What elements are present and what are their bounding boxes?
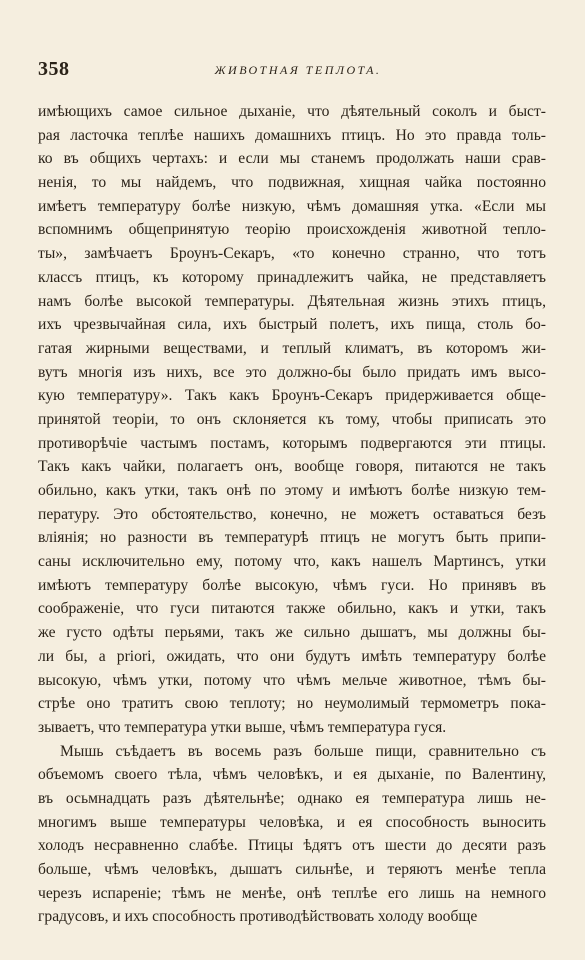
text-line: имѣющихъ самое сильное дыханіе, что дѣятельный соколъ и быст- <box>38 103 546 120</box>
body-text <box>38 100 546 929</box>
text-line: въ осьмнадцать разъ дѣятельнѣе; однако ея температура лишь не- <box>38 789 546 807</box>
text-line: саны исключительно ему, потому что, какъ нашелъ Мартинсъ, утки <box>38 553 546 571</box>
text-line: Мышь съѣдаетъ въ восемь разъ больше пищи, сравнительно съ <box>60 742 546 760</box>
text-line: принятой теоріи, то онъ склоняется къ тому, чтобы приписать это <box>38 410 546 428</box>
text-line: вутъ многія изъ нихъ, все это должно-бы было придать имъ высо- <box>38 363 546 381</box>
text-line: же густо одѣты перьями, такъ же сильно дышатъ, мы должны бы- <box>38 624 546 642</box>
text-line: обильно, какъ утки, такъ онѣ по этому и имѣютъ болѣе низкую тем- <box>38 482 546 499</box>
text-line: вліянія; но разности въ температурѣ птицъ не могутъ быть припи- <box>38 529 546 547</box>
text-line: ихъ чрезвычайная сила, ихъ быстрый полетъ, ихъ пища, столь бо- <box>38 316 546 334</box>
page-number: 358 <box>38 58 70 80</box>
page-header <box>38 58 553 82</box>
running-head: ЖИВОТНАЯ ТЕПЛОТА. <box>214 63 382 77</box>
text-line: черезъ испареніе; тѣмъ не менѣе, онѣ теплѣе его лишь на немного <box>38 884 546 902</box>
text-line: кую температуру». Такъ какъ Броунъ-Секаръ придерживается обще- <box>38 387 546 405</box>
text-line: ко въ общихъ чертахъ: и если мы станемъ продолжать наши срав- <box>38 150 546 168</box>
text-line: холодъ несравненно слабѣе. Птицы ѣдятъ отъ шести до десяти разъ <box>38 837 546 855</box>
text-line: больше, чѣмъ человѣкъ, дышатъ сильнѣе, и теряютъ менѣе тепла <box>38 861 546 878</box>
text-line: соображеніе, что гуси питаются также обильно, какъ и утки, такъ <box>38 600 546 618</box>
text-line: высокую, чѣмъ утки, потому что чѣмъ мельче животное, тѣмъ бы- <box>38 671 546 689</box>
text-line: имѣютъ температуру болѣе высокую, чѣмъ гуси. Но принявъ въ <box>38 576 546 594</box>
text-line: объемомъ своего тѣла, чѣмъ человѣкъ, и ея дыханіе, по Валентину, <box>38 766 546 784</box>
text-line: Такъ какъ чайки, полагаетъ онъ, вообще говоря, питаются не такъ <box>38 458 546 476</box>
text-line: намъ болѣе высокой температуры. Дѣятельная жизнь этихъ птицъ, <box>38 292 546 310</box>
text-line: имѣетъ температуру болѣе низкую, чѣмъ домашняя утка. «Если мы <box>38 197 546 215</box>
text-line: многимъ выше температуры человѣка, и ея способность выносить <box>38 813 546 831</box>
text-line: зываетъ, что температура утки выше, чѣмъ температура гуся. <box>38 718 447 736</box>
text-line: ты», замѣчаетъ Броунъ-Секаръ, «то конечно странно, что тотъ <box>38 245 546 263</box>
text-line: ли бы, a priori, ожидать, что они будутъ имѣть температуру болѣе <box>38 647 546 665</box>
text-line: стрѣе оно тратитъ свою теплоту; но неумолимый термометръ пока- <box>38 695 546 713</box>
text-line: классъ птицъ, къ которому принадлежитъ чайка, не представляетъ <box>38 268 546 286</box>
text-line: противорѣчіе частымъ постамъ, которымъ подвергаются эти птицы. <box>38 434 546 452</box>
text-line: вспомнимъ общепринятую теорію происхожденія животной тепло- <box>38 221 546 239</box>
text-line: рая ласточка теплѣе нашихъ домашнихъ птицъ. Но это правда толь- <box>38 126 546 144</box>
text-line: пературу. Это обстоятельство, конечно, не можетъ оставаться безъ <box>38 505 546 523</box>
text-line: гатая жирными веществами, и теплый климатъ, въ которомъ жи- <box>38 339 546 357</box>
text-line: градусовъ, и ихъ способность противодѣйствовать холоду вообще <box>38 908 478 926</box>
text-line: ненія, то мы найдемъ, что подвижная, хищная чайка постоянно <box>38 174 546 192</box>
